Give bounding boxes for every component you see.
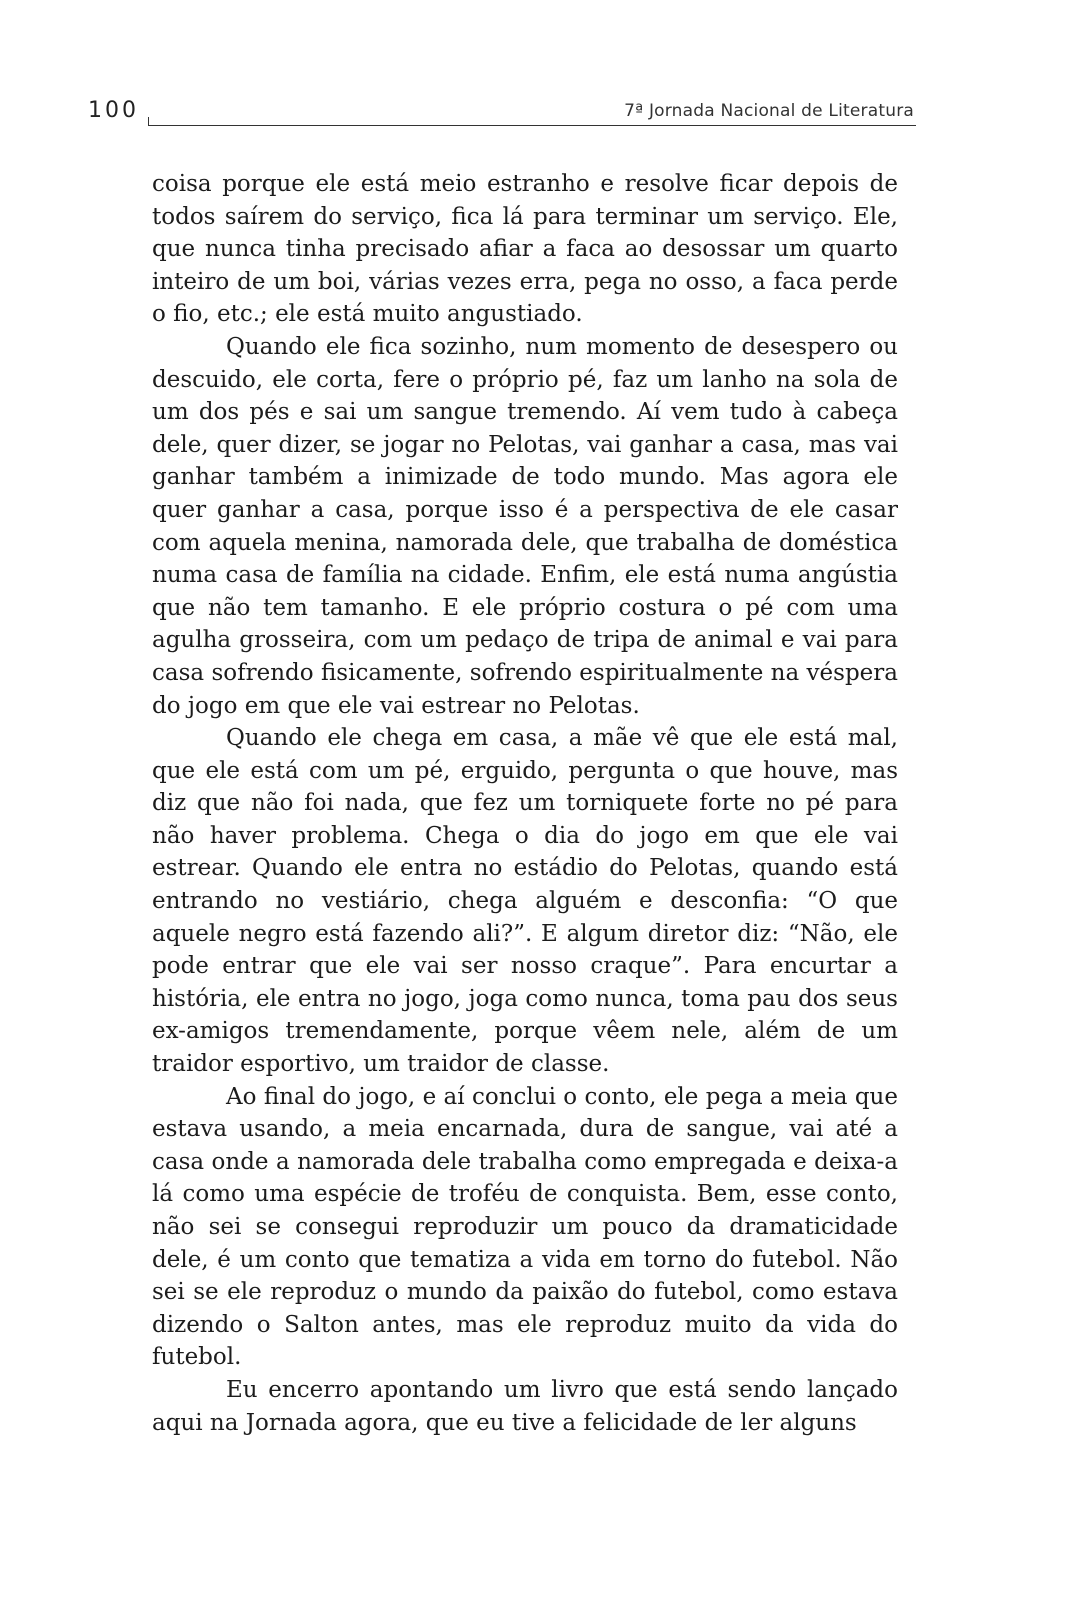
paragraph-2: Quando ele fica sozinho, num momento de desespero ou descuido, ele corta, fere o próprio pé, faz um lanho na sola de um dos pés e sai um sangue tremendo. Aí vem tudo à cabeça dele, quer dizer, se jogar no Pelotas, vai ganhar a casa, mas vai ganhar também a inimizade de todo mundo. Mas agora ele quer ganhar a casa, porque isso é a perspectiva de ele casar com aquela menina, namorada dele, que trabalha de doméstica numa casa de família na cidade. Enfim, ele está numa angústia que não tem tamanho. E ele próprio costura o pé com uma agulha grosseira, com um pedaço de tripa de animal e vai para casa sofrendo fisicamente, sofrendo espiritualmente na véspera do jogo em que ele vai estrear no Pelotas. <box>152 333 898 719</box>
body-text <box>152 168 898 1439</box>
header-rule <box>148 125 916 126</box>
paragraph-3: Quando ele chega em casa, a mãe vê que ele está mal, que ele está com um pé, erguido, pergunta o que houve, mas diz que não foi nada, que fez um torniquete forte no pé para não haver problema. Chega o dia do jogo em que ele vai estrear. Quando ele entra no estádio do Pelotas, quando está entrando no vestiário, chega alguém e desconfia: “O que aquele negro está fazendo ali?”. E algum diretor diz: “Não, ele pode entrar que ele vai ser nosso craque”. Para encurtar a história, ele entra no jogo, joga como nunca, toma pau dos seus ex-amigos tremendamente, porque vêem nele, além de um traidor esportivo, um traidor de classe. <box>152 725 898 1078</box>
paragraph-1: coisa porque ele está meio estranho e resolve ficar depois de todos saírem do serviço, fica lá para terminar um serviço. Ele, que nunca tinha precisado afiar a faca ao desossar um quarto inteiro de um boi, várias vezes erra, pega no osso, a faca perde o fio, etc.; ele está muito angustiado. <box>152 171 898 328</box>
page-number: 100 <box>88 98 139 123</box>
running-title: 7ª Jornada Nacional de Literatura <box>624 101 914 121</box>
paragraph-5: Eu encerro apontando um livro que está sendo lançado aqui na Jornada agora, que eu tive a felicidade de ler alguns <box>152 1376 898 1436</box>
page-header <box>88 98 916 130</box>
paragraph-4: Ao final do jogo, e aí conclui o conto, ele pega a meia que estava usando, a meia encarnada, dura de sangue, vai até a casa onde a namorada dele trabalha como empregada e deixa-a lá como uma espécie de troféu de conquista. Bem, esse conto, não sei se consegui reproduzir um pouco da dramaticidade dele, é um conto que tematiza a vida em torno do futebol. Não sei se ele reproduz o mundo da paixão do futebol, como estava dizendo o Salton antes, mas ele reproduz muito da vida do futebol. <box>152 1083 898 1371</box>
